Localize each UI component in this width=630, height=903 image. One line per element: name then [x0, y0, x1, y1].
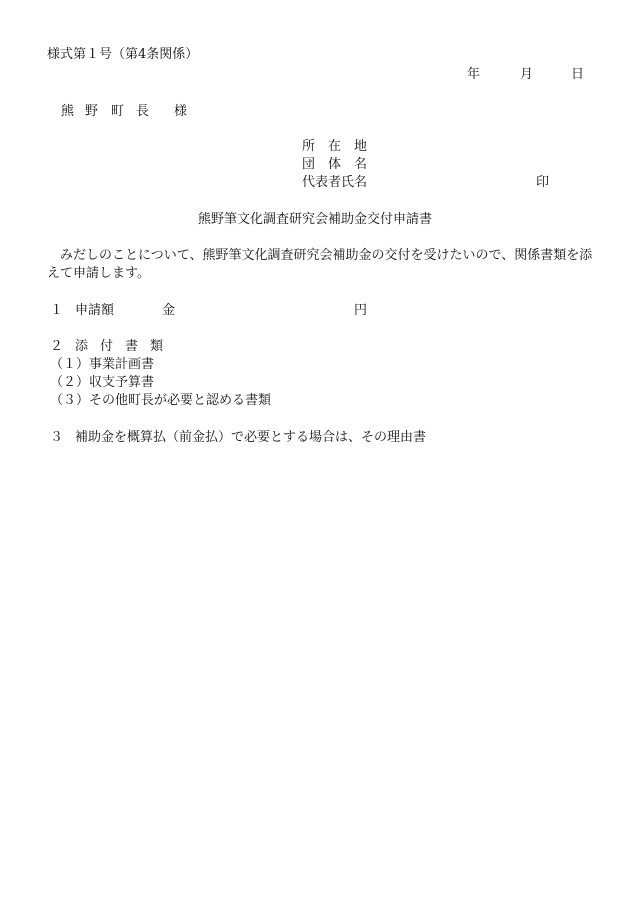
attachment-number: （１） [50, 357, 90, 372]
item-label-char: 書 [125, 339, 139, 354]
item-label-char: 添 [75, 339, 89, 354]
date-year: 年 [467, 67, 481, 82]
item-label-char: 付 [100, 339, 114, 354]
attachment-item [50, 356, 154, 374]
seal-mark: 印 [536, 175, 550, 190]
date-day: 日 [571, 67, 585, 82]
currency-unit: 円 [354, 303, 368, 318]
body-line: みだしのことについて、熊野筆文化調査研究会補助金の交付を受けたいので、関係書類を添 [60, 248, 593, 263]
attachment-item [50, 392, 271, 410]
addressee-char: 野 [85, 104, 99, 119]
address-label-char: 在 [328, 139, 342, 154]
money-label: 金 [162, 303, 176, 318]
addressee-honorific: 様 [174, 104, 188, 119]
group-label-char: 団 [302, 157, 316, 172]
document-title: 熊野筆文化調査研究会補助金交付申請書 [198, 212, 433, 227]
address-label-char: 所 [302, 139, 316, 154]
item-text: 補助金を概算払（前金払）で必要とする場合は、その理由書 [75, 430, 427, 445]
addressee-char: 町 [111, 104, 125, 119]
attachment-text: その他町長が必要と認める書類 [89, 393, 272, 408]
item-label-char: 類 [150, 339, 164, 354]
attachment-item [50, 374, 154, 392]
item-number: １ [50, 303, 64, 318]
item-label: 申請額 [75, 303, 115, 318]
item-number: ３ [50, 430, 64, 445]
date-month: 月 [520, 67, 534, 82]
attachment-text: 収支予算書 [89, 375, 155, 390]
addressee-char: 長 [136, 104, 150, 119]
address-label-char: 地 [354, 139, 368, 154]
attachment-number: （３） [50, 393, 90, 408]
form-number: 様式第１号（第4条関係） [47, 47, 199, 62]
body-line: えて申請します。 [47, 266, 150, 281]
representative-label: 代表者氏名 [302, 175, 368, 190]
attachment-text: 事業計画書 [89, 357, 155, 372]
group-label-char: 体 [328, 157, 342, 172]
item-number: ２ [50, 339, 64, 354]
group-label-char: 名 [354, 157, 368, 172]
attachment-number: （２） [50, 375, 90, 390]
addressee-char: 熊 [61, 104, 75, 119]
